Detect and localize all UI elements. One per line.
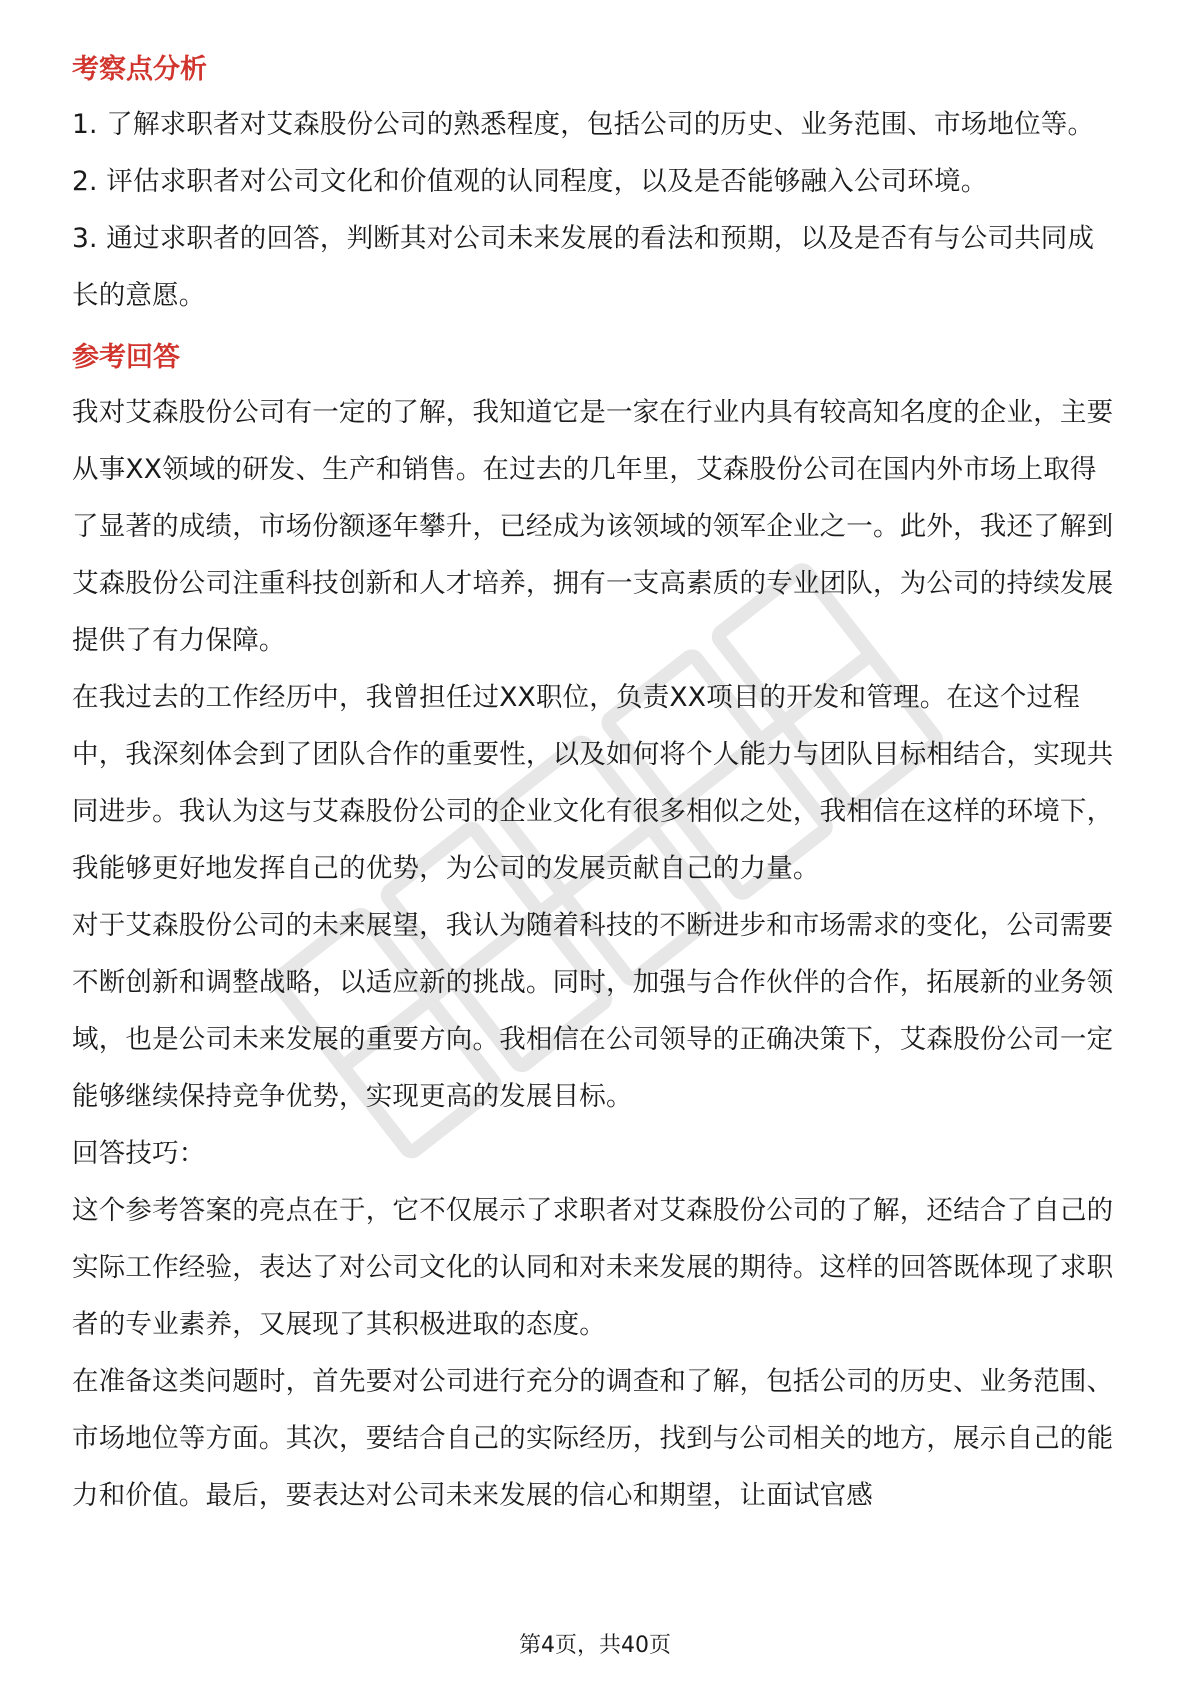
document-page bbox=[72, 50, 1120, 1524]
section-reference-answer bbox=[72, 338, 1120, 1524]
section-title-reference-answer: 参考回答 bbox=[72, 342, 180, 373]
page-number-footer: 第4页，共40页 bbox=[519, 1633, 671, 1658]
answer-paragraph-2: 在我过去的工作经历中，我曾担任过XX职位，负责XX项目的开发和管理。在这个过程中，我深刻体会到了团队合作的重要性，以及如何将个人能力与团队目标相结合，实现共同进步。我认为这与艾森股份公司的企业文化有很多相似之处，我相信在这样的环境下，我能够更好地发挥自己的优势，为公司的发展贡献自己的力量。 bbox=[72, 682, 1114, 884]
tips-heading: 回答技巧： bbox=[72, 1138, 206, 1169]
answer-paragraph-1: 我对艾森股份公司有一定的了解，我知道它是一家在行业内具有较高知名度的企业，主要从事XX领域的研发、生产和销售。在过去的几年里，艾森股份公司在国内外市场上取得了显著的成绩，市场份额逐年攀升，已经成为该领域的领军企业之一。此外，我还了解到艾森股份公司注重科技创新和人才培养，拥有一支高素质的专业团队，为公司的持续发展提供了有力保障。 bbox=[72, 397, 1114, 656]
tips-paragraph-1: 这个参考答案的亮点在于，它不仅展示了求职者对艾森股份公司的了解，还结合了自己的实际工作经验，表达了对公司文化的认同和对未来发展的期待。这样的回答既体现了求职者的专业素养，又展现了其积极进取的态度。 bbox=[72, 1195, 1114, 1340]
analysis-point-2: 2. 评估求职者对公司文化和价值观的认同程度，以及是否能够融入公司环境。 bbox=[72, 166, 988, 197]
section-title-analysis: 考察点分析 bbox=[72, 54, 207, 85]
section-analysis bbox=[72, 50, 1120, 324]
tips-paragraph-2: 在准备这类问题时，首先要对公司进行充分的调查和了解，包括公司的历史、业务范围、市场地位等方面。其次，要结合自己的实际经历，找到与公司相关的地方，展示自己的能力和价值。最后，要表达对公司未来发展的信心和期望，让面试官感 bbox=[72, 1366, 1114, 1511]
analysis-point-3: 3. 通过求职者的回答，判断其对公司未来发展的看法和预期，以及是否有与公司共同成长的意愿。 bbox=[72, 223, 1095, 311]
answer-paragraph-3: 对于艾森股份公司的未来展望，我认为随着科技的不断进步和市场需求的变化，公司需要不断创新和调整战略，以适应新的挑战。同时，加强与合作伙伴的合作，拓展新的业务领域，也是公司未来发展的重要方向。我相信在公司领导的正确决策下，艾森股份公司一定能够继续保持竞争优势，实现更高的发展目标。 bbox=[72, 910, 1114, 1112]
analysis-point-1: 1. 了解求职者对艾森股份公司的熟悉程度，包括公司的历史、业务范围、市场地位等。 bbox=[72, 109, 1095, 140]
